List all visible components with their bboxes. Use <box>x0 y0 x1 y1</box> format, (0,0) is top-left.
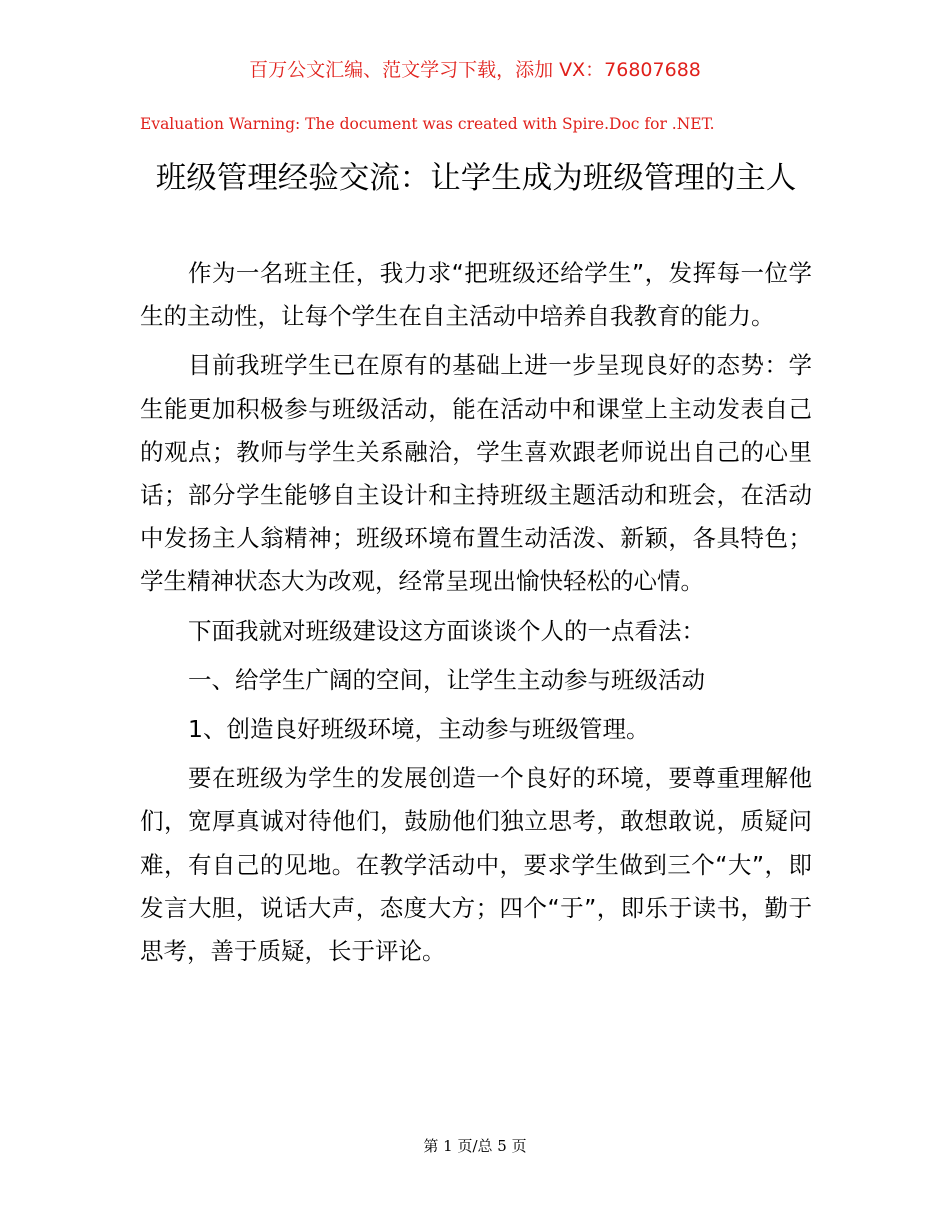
section-heading-1: 一、给学生广阔的空间，让学生主动参与班级活动 <box>188 665 705 694</box>
paragraph-transition: 下面我就对班级建设这方面谈谈个人的一点看法： <box>188 616 705 645</box>
paragraph-intro: 作为一名班主任，我力求“把班级还给学生”，发挥每一位学生的主动性，让每个学生在自主活动中培养自我教育的能力。 <box>140 259 812 331</box>
evaluation-warning: Evaluation Warning: The document was created with Spire.Doc for .NET. <box>140 115 715 133</box>
promo-header: 百万公文汇编、范文学习下载，添加 VX：76807688 <box>249 59 701 81</box>
document-title: 班级管理经验交流：让学生成为班级管理的主人 <box>155 161 797 196</box>
paragraph-environment: 要在班级为学生的发展创造一个良好的环境，要尊重理解他们，宽厚真诚对待他们，鼓励他们独立思考，敢想敢说，质疑问难，有自己的见地。在教学活动中，要求学生做到三个“大”，即发言大胆，说话大声，态度大方；四个“于”，即乐于读书，勤于思考，善于质疑，长于评论。 <box>140 764 812 966</box>
page-number: 第 1 页/总 5 页 <box>423 1137 527 1155</box>
document-body <box>140 252 812 973</box>
subsection-heading-1: 1、创造良好班级环境，主动参与班级管理。 <box>188 715 650 744</box>
paragraph-current-state: 目前我班学生已在原有的基础上进一步呈现良好的态势：学生能更加积极参与班级活动，能在活动中和课堂上主动发表自己的观点；教师与学生关系融洽，学生喜欢跟老师说出自己的心里话；部分学生能够自主设计和主持班级主题活动和班会，在活动中发扬主人翁精神；班级环境布置生动活泼、新颖，各具特色；学生精神状态大为改观，经常呈现出愉快轻松的心情。 <box>140 351 812 596</box>
